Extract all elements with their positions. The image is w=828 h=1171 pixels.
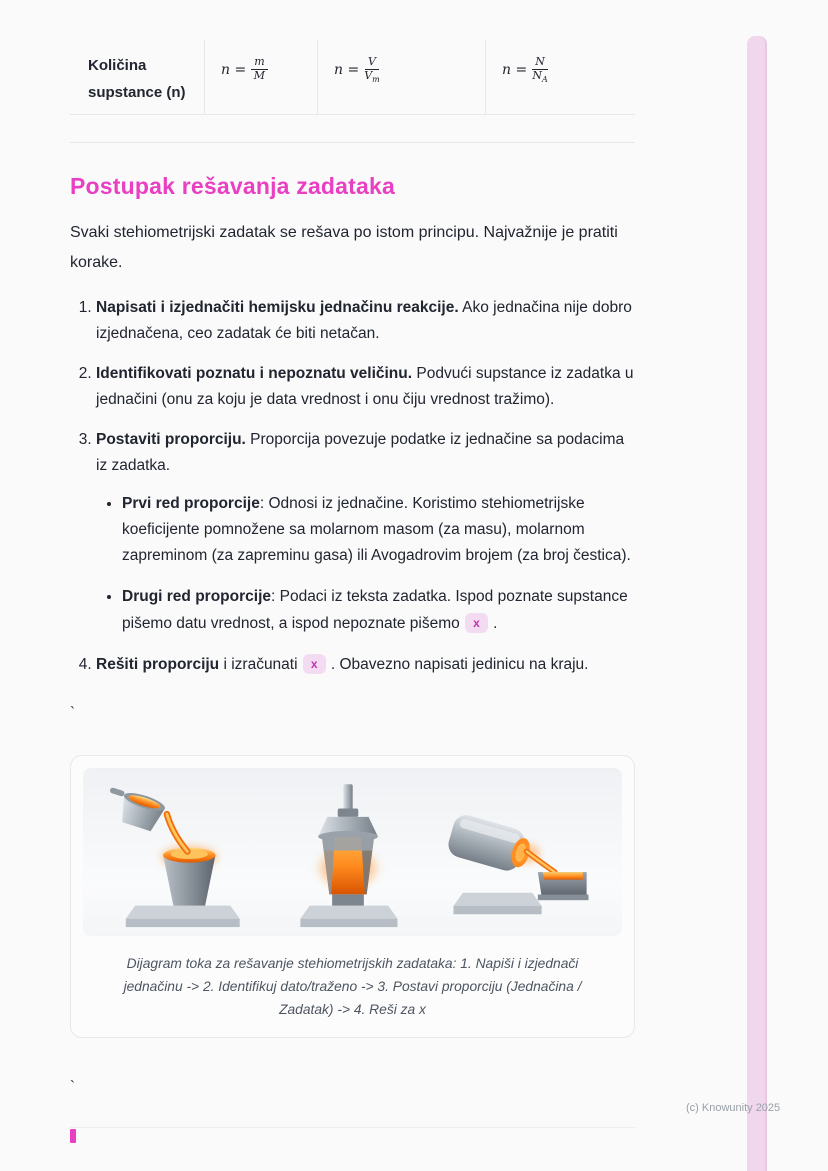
next-heading-fragment bbox=[70, 1129, 76, 1143]
quantity-table-row bbox=[70, 40, 635, 115]
section-title: Postupak rešavanja zadataka bbox=[70, 173, 396, 199]
substep-item-2 bbox=[122, 584, 635, 636]
ladle-pouring-icon bbox=[109, 782, 249, 934]
substep-2-bold: Drugi red proporcije bbox=[122, 588, 271, 606]
step-item-4 bbox=[96, 652, 635, 678]
procedure-steps-list bbox=[70, 295, 635, 677]
figure-caption: Dijagram toka za rešavanje stehiometrijskih zadataka: 1. Napiši i izjednači jednačinu -> 2. Identifikuj dato/traženo -> 3. Postavi proporciju (Jednačina / Zadatak) -> 4. Reši za x bbox=[123, 955, 582, 1017]
formula-n-V-Vm: n = $\frac{V}{V_m}$ bbox=[334, 55, 380, 84]
x-variable-badge: x bbox=[465, 613, 488, 633]
intro-paragraph: Svaki stehiometrijski zadatak se rešava po istom principu. Najvažnije je pratiti korake. bbox=[70, 224, 618, 271]
table-cell-label bbox=[70, 40, 204, 114]
table-cell-formula-volume bbox=[317, 40, 485, 114]
step-2-text: Podvući supstance iz zadatka u jednačini (onu za koju je data vrednost i onu čiju vrednost tražimo). bbox=[96, 365, 634, 409]
step-4-bold: Rešiti proporciju bbox=[96, 655, 220, 673]
step-3-bold: Postaviti proporciju. bbox=[96, 431, 246, 449]
proportion-substeps-list bbox=[96, 491, 635, 636]
step-1-bold: Napisati i izjednačiti hemijsku jednačinu reakcije. bbox=[96, 299, 459, 317]
table-row-label: Količina supstance (n) bbox=[88, 57, 186, 101]
stray-backtick-1: ` bbox=[70, 703, 75, 721]
step-item-1 bbox=[96, 295, 635, 347]
formula-n-m-M: n = $\frac{m}{M}$ bbox=[221, 56, 268, 84]
x-variable-badge: x bbox=[303, 654, 326, 674]
step-1-text: Ako jednačina nije dobro izjednačena, ceo zadatak će biti netačan. bbox=[96, 299, 632, 343]
substep-2-text: : Podaci iz teksta zadatka. Ispod poznate supstance pišemo datu vrednost, a ispod nepoznate pišemo bbox=[122, 588, 628, 632]
formula-n-N-NA: n = $\frac{N}{N_A}$ bbox=[502, 55, 548, 84]
step-2-bold: Identifikovati poznatu i nepoznatu veličinu. bbox=[96, 365, 413, 383]
stray-backtick-2: ` bbox=[70, 1078, 75, 1096]
copyright-text: (c) Knowunity 2025 bbox=[686, 1102, 781, 1114]
substep-1-bold: Prvi red proporcije bbox=[122, 495, 260, 513]
step-item-3 bbox=[96, 427, 635, 636]
substep-item-1 bbox=[122, 491, 635, 569]
substep-2-text-end: . bbox=[488, 614, 498, 632]
table-cell-formula-particles bbox=[485, 40, 635, 114]
crucible-press-icon bbox=[278, 782, 418, 934]
step-4-text-end: . Obavezno napisati jedinicu na kraju. bbox=[326, 655, 589, 673]
furnace-pouring-icon bbox=[446, 782, 596, 934]
foundry-image bbox=[83, 768, 622, 936]
next-section-fragment bbox=[70, 1127, 635, 1128]
table-cell-formula-mass bbox=[204, 40, 317, 114]
scrollbar[interactable] bbox=[747, 36, 767, 1171]
substep-1-text: : Odnosi iz jednačine. Koristimo stehiometrijske koeficijente pomnožene sa molarnom masom (za masu), molarnom zapreminom (za zapreminu gasa) ili Avogadrovim brojem (za broj čestica). bbox=[122, 495, 631, 565]
flow-diagram-card bbox=[70, 755, 635, 1039]
step-item-2 bbox=[96, 361, 635, 413]
step-3-text: Proporcija povezuje podatke iz jednačine sa podacima iz zadatka. bbox=[96, 431, 625, 475]
step-4-text-mid: i izračunati bbox=[219, 655, 302, 673]
section-divider bbox=[70, 142, 635, 143]
document-content bbox=[70, 0, 635, 1095]
